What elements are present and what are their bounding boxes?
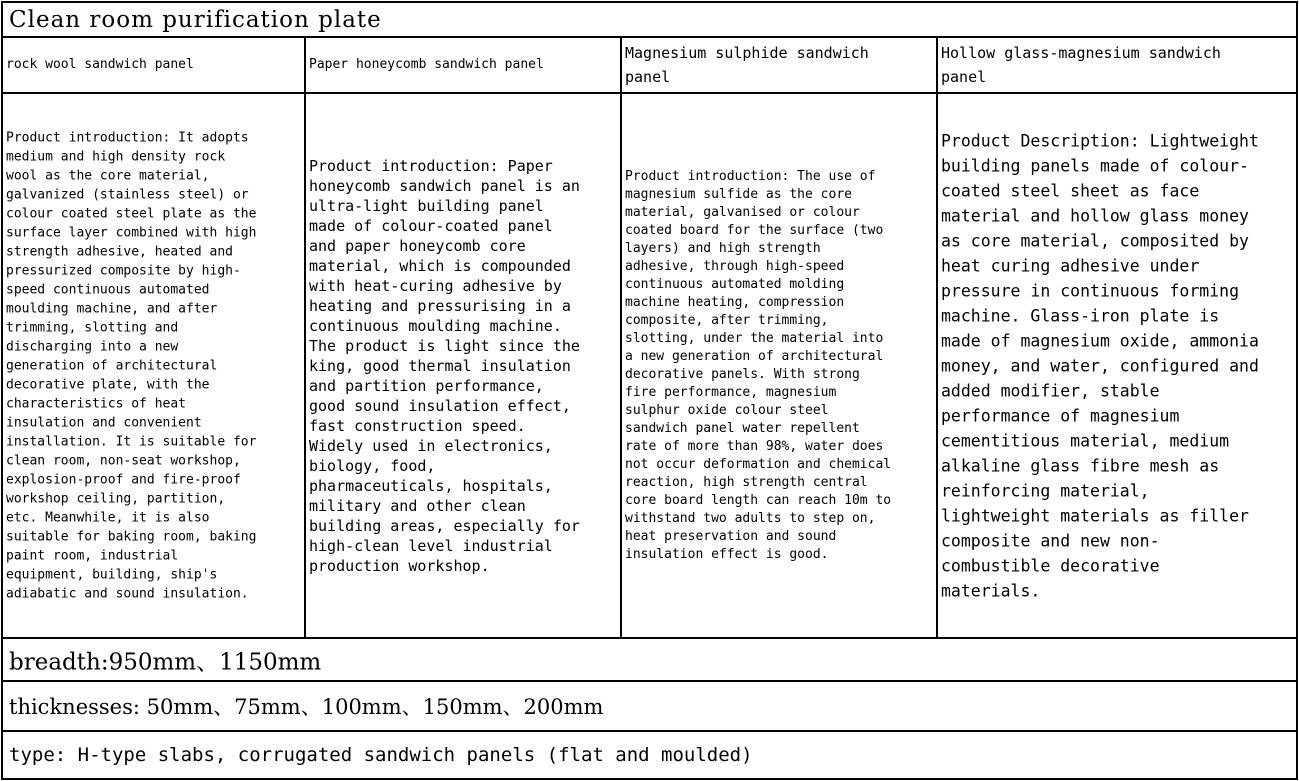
descriptions-row: [3, 94, 1296, 639]
header-paper-honeycomb: Paper honeycomb sandwich panel: [309, 57, 544, 72]
title-row: [3, 3, 1296, 38]
thicknesses-row: [3, 682, 1296, 732]
description-hollow-glass-magnesium: Product Description: Lightweight building panels made of colour- coated steel sheet as face material and hollow glass money as core material, composited by heat curing adhesive under pressure in continuous forming machine. Glass-iron plate is made of magnesium oxide, ammonia money, and water, configured and added modifier, stable performance of magnesium cementitious material, medium alkaline glass fibre mesh as reinforcing material, lightweight materials as filler composite and new non- combustible decorative materials.: [941, 131, 1259, 600]
header-hollow-glass-magnesium: Hollow glass-magnesium sandwich panel: [941, 44, 1221, 86]
body-cell-hollow-glass-magnesium: [938, 94, 1296, 637]
header-cell-magnesium-sulphide: [622, 38, 938, 92]
table-title: Clean room purification plate: [9, 7, 382, 33]
breadth-row: [3, 639, 1296, 682]
header-cell-paper-honeycomb: [306, 38, 622, 92]
spec-table: [1, 1, 1298, 780]
description-paper-honeycomb: Product introduction: Paper honeycomb sandwich panel is an ultra-light building panel made of colour-coated panel and paper honeycomb core material, which is compounded with heat-curing adhesive by heating and pressurising in a continuous moulding machine. The product is light since the king, good thermal insulation and partition performance, good sound insulation effect, fast construction speed. Widely used in electronics, biology, food, pharmaceuticals, hospitals, military and other clean building areas, especially for high-clean level industrial production workshop.: [309, 156, 580, 575]
body-cell-rock-wool: [3, 94, 306, 637]
header-rock-wool: rock wool sandwich panel: [6, 57, 194, 72]
body-cell-paper-honeycomb: [306, 94, 622, 637]
header-cell-hollow-glass-magnesium: [938, 38, 1296, 92]
header-cell-rock-wool: [3, 38, 306, 92]
column-headers-row: [3, 38, 1296, 94]
body-cell-magnesium-sulphide: [622, 94, 938, 637]
breadth-text: breadth:950mm、1150mm: [9, 649, 322, 675]
type-row: [3, 732, 1296, 778]
thicknesses-text: thicknesses: 50mm、75mm、100mm、150mm、200mm: [9, 695, 604, 719]
description-rock-wool: Product introduction: It adopts medium and high density rock wool as the core material, galvanized (stainless steel) or colour coated steel plate as the surface layer combined with high strength adhesive, heated and pressurized composite by high- speed continuous automated moulding machine, and after trimming, slotting and discharging into a new generation of architectural decorative plate, with the characteristics of heat insulation and convenient installation. It is suitable for clean room, non-seat workshop, explosion-proof and fire-proof workshop ceiling, partition, etc. Meanwhile, it is also suitable for baking room, baking paint room, industrial equipment, building, ship's adiabatic and sound insulation.: [6, 130, 257, 601]
header-magnesium-sulphide: Magnesium sulphide sandwich panel: [625, 44, 869, 86]
description-magnesium-sulphide: Product introduction: The use of magnesium sulfide as the core material, galvanised or colour coated board for the surface (two layers) and high strength adhesive, through high-speed continuous automated molding machine heating, compression composite, after trimming, slotting, under the material into a new generation of architectural decorative panels. With strong fire performance, magnesium sulphur oxide colour steel sandwich panel water repellent rate of more than 98%, water does not occur deformation and chemical reaction, high strength central core board length can reach 10m to withstand two adults to step on, heat preservation and sound insulation effect is good.: [625, 168, 892, 562]
type-text: type: H-type slabs, corrugated sandwich panels (flat and moulded): [9, 744, 753, 766]
